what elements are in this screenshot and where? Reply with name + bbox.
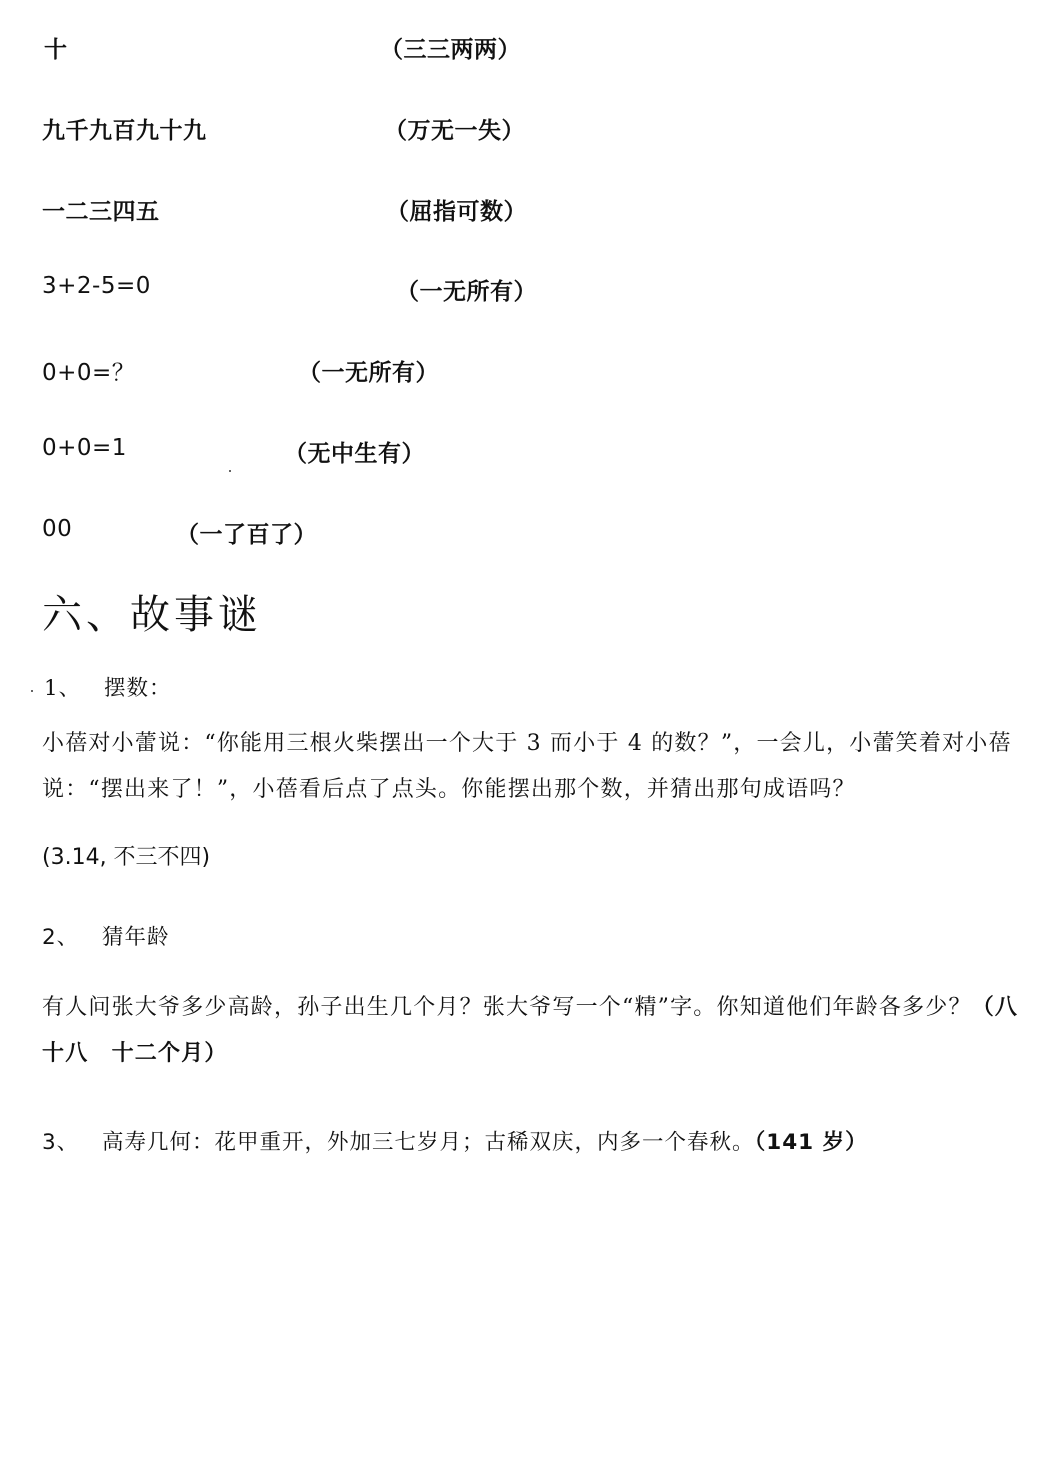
riddle-answer: （无中生有）	[284, 441, 425, 467]
story-text-body: 有人问张大爷多少高龄，孙子出生几个月？张大爷写一个“精”字。你知道他们年龄各多少？	[42, 995, 972, 1020]
story-text-body: 高寿几何：花甲重开，外加三七岁月；古稀双庆，内多一个春秋。	[102, 1130, 755, 1155]
story-text	[42, 985, 1027, 1077]
story-answer: (3.14, 不三不四)	[42, 845, 211, 870]
story-title: 摆数：	[104, 676, 172, 701]
scan-speck	[31, 690, 33, 692]
riddle-question: 九千九百九十九	[42, 118, 207, 144]
riddle-question: 0+0=？	[42, 360, 136, 386]
riddle-answer: （一无所有）	[298, 360, 439, 386]
scan-speck	[229, 470, 231, 472]
story-answer: （八十八 十二个月）	[42, 995, 1019, 1066]
riddle-question: 一二三四五	[42, 199, 160, 225]
story-number: 1、	[44, 676, 82, 701]
riddle-question: 3+2-5=0	[42, 273, 151, 299]
story-text: 小蓓对小蕾说：“你能用三根火柴摆出一个大于 3 而小于 4 的数？”，一会儿，小蕾笑着对小蓓说：“摆出来了！”，小蓓看后点了点头。你能摆出那个数，并猜出那句成语吗？	[42, 731, 1012, 802]
story-answer: （141 岁）	[754, 1130, 868, 1155]
riddle-question: 00	[42, 516, 73, 542]
riddle-answer: （一了百了）	[176, 522, 317, 548]
riddle-answer: （万无一失）	[384, 118, 525, 144]
story-number: 2、	[42, 925, 80, 950]
riddle-answer: （屈指可数）	[386, 199, 527, 225]
riddle-question: 十	[44, 37, 68, 63]
riddle-question: 0+0=1	[42, 435, 127, 461]
story-number: 3、	[42, 1130, 80, 1155]
story-title: 猜年龄	[102, 925, 170, 950]
section-heading: 六、故事谜	[42, 592, 262, 638]
story-text	[102, 1125, 868, 1156]
riddle-answer: （三三两两）	[380, 37, 521, 63]
riddle-answer: （一无所有）	[396, 279, 537, 305]
